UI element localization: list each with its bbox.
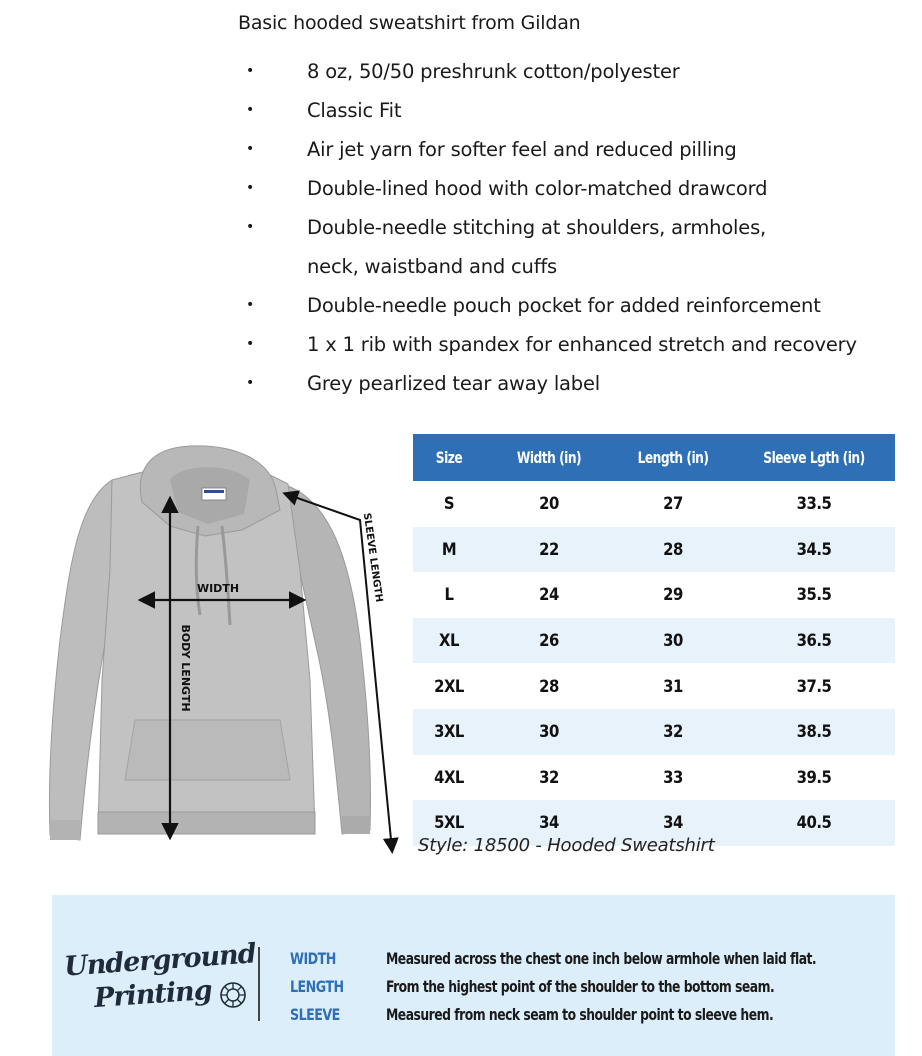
size-chart-table: [413, 434, 895, 846]
table-row: [413, 709, 895, 755]
bullet-icon: •: [246, 102, 255, 118]
table-row: [413, 618, 895, 664]
table-cell: XL: [439, 631, 459, 651]
legend-row: [290, 973, 886, 1001]
feature-text: Double-needle pouch pocket for added reinforcement: [307, 294, 821, 317]
legend-description: Measured from neck seam to shoulder point to sleeve hem.: [386, 1005, 774, 1024]
table-cell: 3XL: [434, 722, 464, 742]
legend-row: [290, 1001, 886, 1029]
size-chart-header-cell: Size: [418, 434, 479, 481]
table-cell: 34: [663, 813, 683, 833]
table-cell: 38.5: [796, 722, 832, 742]
brand-line-1: Underground: [63, 938, 257, 983]
underground-printing-logo: [63, 938, 257, 1029]
bullet-icon: •: [246, 180, 255, 196]
table-cell: 4XL: [434, 767, 464, 787]
table-cell: 36.5: [796, 631, 832, 651]
measurement-legend: [290, 945, 886, 1029]
brand-seal-icon: [219, 981, 247, 1009]
table-cell: 27: [663, 494, 683, 514]
bullet-icon: •: [246, 219, 255, 235]
table-cell: 32: [539, 767, 559, 787]
legend-description: Measured across the chest one inch below armhole when laid flat.: [386, 949, 817, 968]
feature-item: [0, 52, 922, 91]
table-row: [413, 527, 895, 573]
table-cell: 33: [663, 767, 683, 787]
table-cell: 28: [539, 676, 559, 696]
bullet-icon: •: [246, 63, 255, 79]
table-cell: 39.5: [796, 767, 832, 787]
table-cell: 29: [663, 585, 683, 605]
feature-item: [0, 364, 922, 403]
sleeve-length-label: SLEEVE LENGTH: [360, 512, 385, 604]
table-cell: 5XL: [434, 813, 464, 833]
size-chart-header-cell: Width (in): [495, 434, 604, 481]
legend-divider: [258, 947, 260, 1021]
feature-text: 1 x 1 rib with spandex for enhanced stretch and recovery: [307, 333, 857, 356]
legend-row: [290, 945, 886, 973]
hoodie-body: [49, 446, 370, 840]
table-cell: 20: [539, 494, 559, 514]
measurement-legend-panel: [52, 895, 895, 1056]
feature-text: neck, waistband and cuffs: [307, 255, 558, 278]
table-row: [413, 755, 895, 801]
size-chart-header-cell: Length (in): [622, 434, 724, 481]
feature-item: [0, 169, 922, 208]
table-cell: M: [441, 539, 457, 559]
table-cell: 28: [663, 539, 683, 559]
size-chart-header-cell: Sleeve Lgth (in): [745, 434, 883, 481]
feature-item: [0, 208, 922, 286]
table-cell: 26: [539, 631, 559, 651]
table-cell: 30: [663, 631, 683, 651]
table-cell: L: [444, 585, 454, 605]
table-cell: 24: [539, 585, 559, 605]
bullet-icon: •: [246, 297, 255, 313]
table-cell: 31: [663, 676, 683, 696]
bullet-icon: •: [246, 375, 255, 391]
table-cell: 30: [539, 722, 559, 742]
brand-line-2: Printing: [93, 974, 213, 1015]
legend-term: SLEEVE: [290, 1005, 340, 1024]
width-label: WIDTH: [196, 582, 240, 595]
bullet-icon: •: [246, 336, 255, 352]
feature-text: Grey pearlized tear away label: [307, 372, 600, 395]
feature-text: Air jet yarn for softer feel and reduced pilling: [307, 138, 737, 161]
feature-text: Double-needle stitching at shoulders, armholes,: [307, 216, 767, 239]
feature-list: [0, 52, 922, 403]
table-cell: 34: [539, 813, 559, 833]
feature-text: Double-lined hood with color-matched drawcord: [307, 177, 768, 200]
legend-description: From the highest point of the shoulder to the bottom seam.: [386, 977, 775, 996]
feature-text: Classic Fit: [307, 99, 402, 122]
size-chart-header-row: [413, 434, 895, 481]
feature-item: [0, 286, 922, 325]
table-cell: 40.5: [796, 813, 832, 833]
product-intro: Basic hooded sweatshirt from Gildan: [238, 12, 581, 34]
feature-item: [0, 91, 922, 130]
table-cell: 32: [663, 722, 683, 742]
table-cell: 35.5: [796, 585, 832, 605]
table-cell: 2XL: [434, 676, 464, 696]
table-cell: 33.5: [796, 494, 832, 514]
feature-item: [0, 325, 922, 364]
table-cell: 22: [539, 539, 559, 559]
legend-term: WIDTH: [290, 949, 336, 968]
table-row: [413, 663, 895, 709]
style-caption: Style: 18500 - Hooded Sweatshirt: [418, 835, 715, 856]
table-cell: 37.5: [796, 676, 832, 696]
table-cell: S: [443, 494, 455, 514]
bullet-icon: •: [246, 141, 255, 157]
body-length-label: BODY LENGTH: [179, 624, 192, 712]
feature-text: 8 oz, 50/50 preshrunk cotton/polyester: [307, 60, 680, 83]
legend-term: LENGTH: [290, 977, 344, 996]
table-row: [413, 481, 895, 527]
table-cell: 34.5: [796, 539, 832, 559]
hoodie-illustration: [30, 440, 410, 870]
table-row: [413, 572, 895, 618]
feature-item: [0, 130, 922, 169]
